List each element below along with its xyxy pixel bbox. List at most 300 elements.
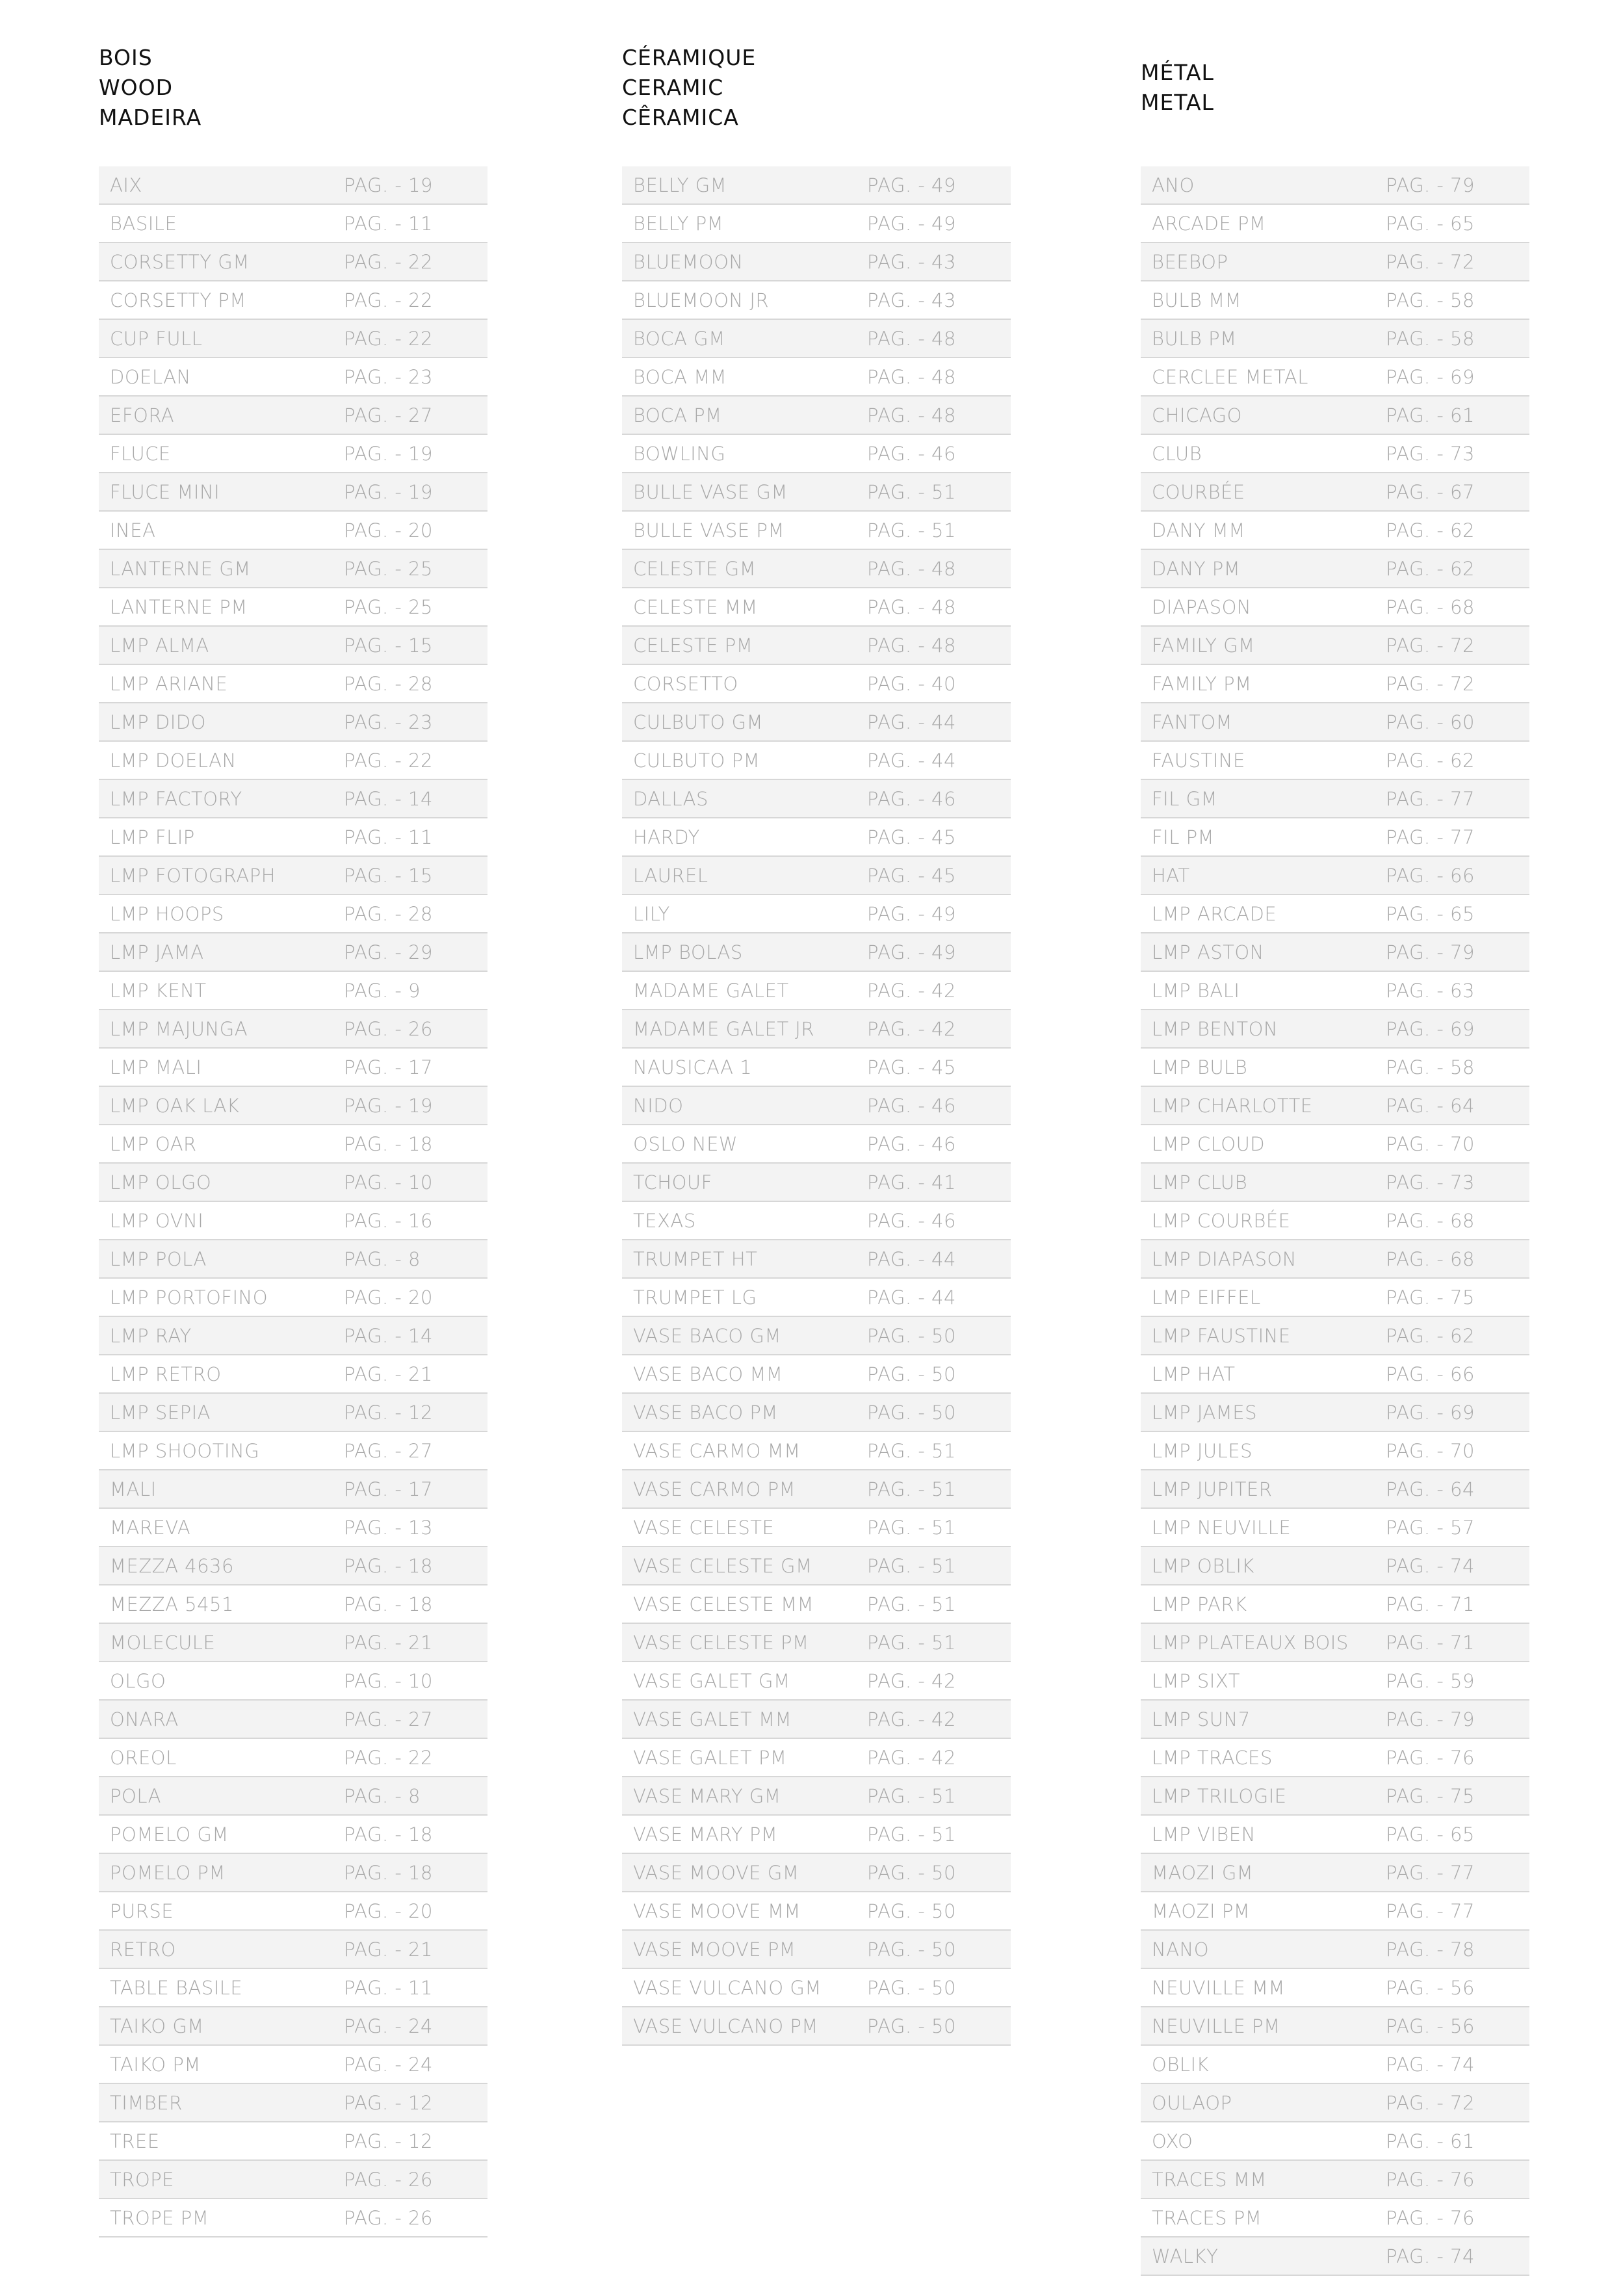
product-name: TRUMPET LG [633,1286,757,1309]
page-reference: PAG. - 13 [344,1517,433,1539]
page-reference: PAG. - 28 [344,673,433,695]
page-reference: PAG. - 22 [344,289,433,311]
product-name: VASE VULCANO GM [633,1977,822,1999]
page-reference: PAG. - 72 [1386,251,1475,273]
product-name: BULB PM [1152,328,1237,350]
product-name: OLGO [110,1670,166,1692]
page-reference: PAG. - 42 [867,980,956,1002]
table-row [99,2084,487,2122]
product-name: BELLY PM [633,213,724,235]
product-name: DOELAN [110,366,191,388]
index-table [1141,166,1529,2276]
product-name: VASE CARMO PM [633,1478,796,1500]
table-row [622,1202,1011,1240]
product-name: VASE CELESTE GM [633,1555,812,1577]
page-reference: PAG. - 14 [344,1325,433,1347]
page-reference: PAG. - 66 [1386,865,1475,887]
product-name: LMP ASTON [1152,941,1264,963]
product-name: LMP JULES [1152,1440,1253,1462]
product-name: NIDO [633,1095,684,1117]
page-reference: PAG. - 8 [344,1248,421,1270]
product-name: LMP KENT [110,980,207,1002]
page-reference: PAG. - 75 [1386,1785,1475,1807]
product-name: OSLO NEW [633,1133,738,1155]
table-row [99,1355,487,1394]
page-reference: PAG. - 48 [867,404,956,426]
table-row [1141,2237,1529,2276]
product-name: LAUREL [633,865,708,887]
page-reference: PAG. - 51 [867,1555,956,1577]
table-row [1141,2122,1529,2161]
product-name: VASE CELESTE [633,1517,775,1539]
product-name: HARDY [633,826,700,848]
table-row [622,1701,1011,1739]
table-row [99,1010,487,1049]
heading-line: MÉTAL [1141,60,1214,85]
product-name: LMP DIAPASON [1152,1248,1297,1270]
table-row [622,1470,1011,1509]
table-row [1141,320,1529,358]
product-name: BELLY GM [633,174,727,196]
table-row [1141,1279,1529,1317]
page-reference: PAG. - 72 [1386,2092,1475,2114]
page-reference: PAG. - 77 [1386,788,1475,810]
product-name: BOCA GM [633,328,725,350]
product-name: FLUCE [110,443,171,465]
page-reference: PAG. - 62 [1386,558,1475,580]
table-row [99,742,487,780]
page-reference: PAG. - 12 [344,2092,433,2114]
product-name: VASE VULCANO PM [633,2015,818,2037]
product-name: LMP VIBEN [1152,1823,1256,1846]
page-reference: PAG. - 69 [1386,366,1475,388]
page-reference: PAG. - 22 [344,1747,433,1769]
page-reference: PAG. - 23 [344,711,433,733]
page-reference: PAG. - 21 [344,1632,433,1654]
page-reference: PAG. - 18 [344,1555,433,1577]
table-row [622,397,1011,435]
product-name: CLUB [1152,443,1202,465]
table-row [1141,665,1529,703]
table-row [622,1509,1011,1547]
page-reference: PAG. - 26 [344,1018,433,1040]
table-row [1141,1662,1529,1701]
page-reference: PAG. - 50 [867,1938,956,1961]
page-reference: PAG. - 49 [867,213,956,235]
page-reference: PAG. - 18 [344,1862,433,1884]
table-row [99,281,487,320]
table-row [99,1432,487,1470]
product-name: AIX [110,174,142,196]
table-row [1141,397,1529,435]
product-name: LMP EIFFEL [1152,1286,1261,1309]
table-row [99,857,487,895]
product-name: BOCA PM [633,404,722,426]
product-name: CULBUTO PM [633,750,760,772]
product-name: CORSETTY PM [110,289,246,311]
table-row [99,627,487,665]
page-reference: PAG. - 26 [344,2169,433,2191]
page-reference: PAG. - 56 [1386,2015,1475,2037]
page-reference: PAG. - 48 [867,596,956,618]
product-name: VASE CELESTE MM [633,1593,814,1615]
page-reference: PAG. - 19 [344,1095,433,1117]
product-name: TCHOUF [633,1171,712,1194]
product-name: NAUSICAA 1 [633,1056,753,1078]
product-name: LMP PORTOFINO [110,1286,268,1309]
page-reference: PAG. - 46 [867,788,956,810]
table-row [622,1816,1011,1854]
page-reference: PAG. - 42 [867,1747,956,1769]
product-name: LMP DIDO [110,711,206,733]
product-name: OXO [1152,2130,1193,2152]
table-row [622,320,1011,358]
product-name: LMP RETRO [110,1363,222,1385]
page-reference: PAG. - 46 [867,1095,956,1117]
product-name: BOCA MM [633,366,727,388]
page-reference: PAG. - 11 [344,1977,433,1999]
table-row [1141,2084,1529,2122]
table-row [1141,857,1529,895]
product-name: WALKY [1152,2245,1219,2267]
page-reference: PAG. - 14 [344,788,433,810]
table-row [622,780,1011,818]
product-name: NEUVILLE PM [1152,2015,1280,2037]
product-name: OULAOP [1152,2092,1232,2114]
section-heading [1141,58,1214,118]
page-reference: PAG. - 65 [1386,1823,1475,1846]
table-row [99,703,487,742]
product-name: LMP TRILOGIE [1152,1785,1287,1807]
table-row [1141,742,1529,780]
product-name: LILY [633,903,670,925]
table-row [1141,435,1529,473]
table-row [99,2122,487,2161]
page-reference: PAG. - 50 [867,1977,956,1999]
page-reference: PAG. - 49 [867,941,956,963]
table-row [1141,1509,1529,1547]
page-reference: PAG. - 70 [1386,1133,1475,1155]
page-reference: PAG. - 42 [867,1670,956,1692]
table-row [99,1087,487,1125]
page-reference: PAG. - 18 [344,1133,433,1155]
product-name: LMP ALMA [110,634,209,657]
product-name: FLUCE MINI [110,481,220,503]
product-name: BASILE [110,213,177,235]
table-row [99,780,487,818]
table-row [99,1317,487,1355]
page-reference: PAG. - 10 [344,1670,433,1692]
page-reference: PAG. - 74 [1386,1555,1475,1577]
product-name: VASE MARY PM [633,1823,778,1846]
product-name: TROPE [110,2169,175,2191]
table-row [622,1854,1011,1892]
product-name: CULBUTO GM [633,711,764,733]
product-name: LMP FAUSTINE [1152,1325,1291,1347]
product-name: CELESTE MM [633,596,758,618]
table-row [1141,1087,1529,1125]
page-reference: PAG. - 28 [344,903,433,925]
table-row [1141,1931,1529,1969]
product-name: PURSE [110,1900,174,1922]
table-row [99,2046,487,2084]
page-reference: PAG. - 25 [344,596,433,618]
table-row [1141,1202,1529,1240]
table-row [99,1164,487,1202]
page-reference: PAG. - 51 [867,1632,956,1654]
page-reference: PAG. - 77 [1386,1862,1475,1884]
page-reference: PAG. - 50 [867,1862,956,1884]
table-row [1141,2199,1529,2237]
product-name: TRACES PM [1152,2207,1262,2229]
product-name: POLA [110,1785,161,1807]
table-row [622,1777,1011,1816]
table-row [622,1739,1011,1777]
heading-line: CÊRAMICA [622,105,739,130]
table-row [622,1547,1011,1585]
table-row [622,1125,1011,1164]
page-reference: PAG. - 12 [344,2130,433,2152]
product-name: ONARA [110,1708,179,1730]
page-reference: PAG. - 18 [344,1593,433,1615]
product-name: LMP DOELAN [110,750,237,772]
table-row [622,818,1011,857]
page-reference: PAG. - 22 [344,750,433,772]
product-name: FIL GM [1152,788,1218,810]
page-reference: PAG. - 17 [344,1056,433,1078]
table-row [1141,243,1529,281]
table-row [1141,1585,1529,1624]
table-row [622,1624,1011,1662]
table-row [1141,1164,1529,1202]
page-reference: PAG. - 51 [867,1517,956,1539]
product-name: ANO [1152,174,1195,196]
table-row [1141,1816,1529,1854]
table-row [1141,588,1529,627]
table-row [99,1049,487,1087]
product-name: CELESTE PM [633,634,753,657]
table-row [1141,550,1529,588]
page-reference: PAG. - 62 [1386,519,1475,541]
page-reference: PAG. - 62 [1386,750,1475,772]
table-row [99,205,487,243]
table-row [99,933,487,972]
product-name: CORSETTY GM [110,251,250,273]
table-row [622,1892,1011,1931]
product-name: MAOZI PM [1152,1900,1251,1922]
table-row [99,473,487,512]
page-reference: PAG. - 41 [867,1171,956,1194]
table-row [1141,780,1529,818]
product-name: LMP BALI [1152,980,1240,1002]
table-row [99,1931,487,1969]
table-row [99,1624,487,1662]
table-row [1141,1701,1529,1739]
table-row [99,1892,487,1931]
page-reference: PAG. - 68 [1386,596,1475,618]
product-name: OBLIK [1152,2054,1210,2076]
product-name: VASE GALET MM [633,1708,792,1730]
page-reference: PAG. - 19 [344,443,433,465]
table-row [622,358,1011,397]
page-reference: PAG. - 27 [344,1440,433,1462]
product-name: VASE BACO MM [633,1363,783,1385]
table-row [622,742,1011,780]
page-reference: PAG. - 42 [867,1018,956,1040]
page-reference: PAG. - 70 [1386,1440,1475,1462]
table-row [622,1355,1011,1394]
product-name: LMP MAJUNGA [110,1018,248,1040]
product-name: TAIKO PM [110,2054,201,2076]
product-name: LMP CLUB [1152,1171,1248,1194]
product-name: LMP JAMA [110,941,204,963]
page-reference: PAG. - 69 [1386,1018,1475,1040]
table-row [622,1969,1011,2007]
table-row [1141,972,1529,1010]
page-reference: PAG. - 58 [1386,328,1475,350]
table-row [622,550,1011,588]
table-row [622,665,1011,703]
product-name: LMP ARIANE [110,673,228,695]
page-reference: PAG. - 44 [867,1248,956,1270]
page-reference: PAG. - 22 [344,251,433,273]
product-name: CERCLEE METAL [1152,366,1308,388]
product-name: VASE GALET PM [633,1747,787,1769]
product-name: LMP SHOOTING [110,1440,260,1462]
table-row [622,473,1011,512]
product-name: NEUVILLE MM [1152,1977,1286,1999]
page-reference: PAG. - 69 [1386,1402,1475,1424]
page-reference: PAG. - 15 [344,634,433,657]
page-reference: PAG. - 74 [1386,2054,1475,2076]
product-name: LMP OAK LAK [110,1095,240,1117]
table-row [99,1662,487,1701]
page-reference: PAG. - 72 [1386,673,1475,695]
product-name: TAIKO GM [110,2015,204,2037]
page-reference: PAG. - 51 [867,1440,956,1462]
table-row [99,397,487,435]
table-row [99,512,487,550]
product-name: HAT [1152,865,1190,887]
product-name: POMELO GM [110,1823,229,1846]
page-reference: PAG. - 49 [867,174,956,196]
product-name: LMP FLIP [110,826,195,848]
table-row [99,1547,487,1585]
table-row [1141,627,1529,665]
table-row [99,166,487,205]
table-row [99,1279,487,1317]
table-row [622,1432,1011,1470]
index-table [99,166,487,2237]
product-name: POMELO PM [110,1862,226,1884]
page-reference: PAG. - 76 [1386,2207,1475,2229]
table-row [99,435,487,473]
product-name: BLUEMOON [633,251,744,273]
product-name: MALI [110,1478,157,1500]
page-reference: PAG. - 73 [1386,1171,1475,1194]
page-reference: PAG. - 61 [1386,404,1475,426]
product-name: EFORA [110,404,175,426]
table-row [99,1509,487,1547]
table-row [1141,166,1529,205]
page-reference: PAG. - 61 [1386,2130,1475,2152]
page-reference: PAG. - 44 [867,711,956,733]
table-row [99,895,487,933]
page-reference: PAG. - 20 [344,1900,433,1922]
table-row [99,1394,487,1432]
product-name: LMP JAMES [1152,1402,1258,1424]
section-heading [622,43,756,133]
page-reference: PAG. - 48 [867,558,956,580]
product-name: NANO [1152,1938,1210,1961]
product-name: DIAPASON [1152,596,1252,618]
product-name: CHICAGO [1152,404,1242,426]
product-name: FANTOM [1152,711,1233,733]
table-row [99,1854,487,1892]
table-row [1141,281,1529,320]
table-row [99,243,487,281]
page-reference: PAG. - 11 [344,826,433,848]
product-name: VASE CARMO MM [633,1440,801,1462]
product-name: LMP RAY [110,1325,192,1347]
product-name: CUP FULL [110,328,203,350]
page-reference: PAG. - 64 [1386,1095,1475,1117]
product-name: LMP OAR [110,1133,197,1155]
page-reference: PAG. - 65 [1386,213,1475,235]
product-name: TIMBER [110,2092,183,2114]
product-name: FAUSTINE [1152,750,1245,772]
table-row [99,320,487,358]
table-row [99,1240,487,1279]
page-reference: PAG. - 8 [344,1785,421,1807]
product-name: TEXAS [633,1210,696,1232]
product-name: DALLAS [633,788,708,810]
page-reference: PAG. - 50 [867,1325,956,1347]
product-name: MADAME GALET JR [633,1018,815,1040]
table-row [622,1279,1011,1317]
product-name: BULLE VASE PM [633,519,785,541]
page-reference: PAG. - 50 [867,1402,956,1424]
table-row [622,857,1011,895]
product-name: FAMILY PM [1152,673,1252,695]
table-row [99,588,487,627]
page-reference: PAG. - 48 [867,634,956,657]
page-reference: PAG. - 76 [1386,2169,1475,2191]
table-row [1141,1547,1529,1585]
table-row [99,2007,487,2046]
page-reference: PAG. - 51 [867,1785,956,1807]
table-row [622,205,1011,243]
product-name: LMP FACTORY [110,788,242,810]
index-table [622,166,1011,2046]
table-row [622,1317,1011,1355]
page-reference: PAG. - 44 [867,1286,956,1309]
product-name: VASE MARY GM [633,1785,781,1807]
product-name: LMP COURBÉE [1152,1210,1291,1232]
table-row [1141,2007,1529,2046]
page-reference: PAG. - 46 [867,1210,956,1232]
table-row [1141,1394,1529,1432]
page-reference: PAG. - 68 [1386,1248,1475,1270]
page-reference: PAG. - 56 [1386,1977,1475,1999]
table-row [1141,895,1529,933]
product-name: VASE MOOVE GM [633,1862,799,1884]
table-row [1141,2046,1529,2084]
product-name: BEEBOP [1152,251,1228,273]
product-name: FIL PM [1152,826,1215,848]
table-row [1141,1240,1529,1279]
product-name: TRUMPET HT [633,1248,758,1270]
